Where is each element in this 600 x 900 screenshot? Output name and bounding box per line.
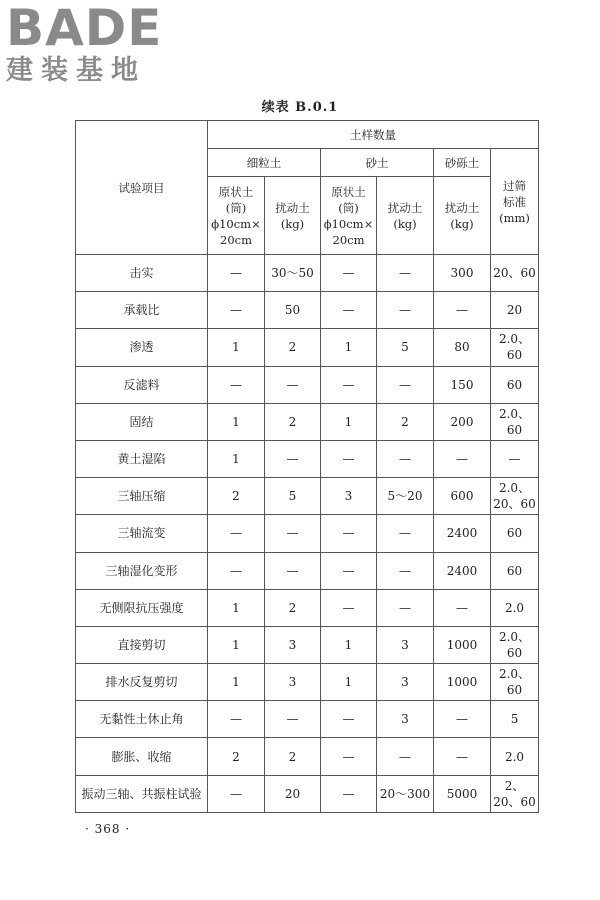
cell-value: 60 [491, 366, 539, 403]
test-item-name: 渗透 [76, 329, 208, 366]
cell-value: 20～300 [377, 775, 434, 812]
cell-value: 2 [265, 329, 321, 366]
cell-value: — [377, 255, 434, 292]
page-number: · 368 · [85, 822, 131, 836]
cell-value: — [208, 292, 265, 329]
cell-value: 300 [434, 255, 491, 292]
cell-value: 1 [208, 626, 265, 663]
cell-value: — [208, 552, 265, 589]
cell-value: 20、60 [491, 255, 539, 292]
header-line: 20cm [220, 232, 252, 247]
cell-value: 1 [208, 664, 265, 701]
cell-value: — [208, 255, 265, 292]
test-item-name: 直接剪切 [76, 626, 208, 663]
cell-value: — [208, 515, 265, 552]
cell-value: — [434, 292, 491, 329]
table-row [76, 255, 539, 292]
table-row [76, 515, 539, 552]
header-test-item: 试验项目 [76, 121, 208, 255]
table-row [76, 738, 539, 775]
table-body [76, 255, 539, 813]
header-line: 扰动土 [275, 200, 310, 215]
cell-value: 2.0 [491, 589, 539, 626]
header-line: (筒) [338, 200, 359, 215]
cell-value: — [321, 515, 377, 552]
cell-value: 1 [321, 626, 377, 663]
table-row [76, 626, 539, 663]
cell-value: 1 [208, 440, 265, 477]
header-gravel: 砂砾土 [434, 149, 491, 177]
test-item-name: 固结 [76, 403, 208, 440]
soil-sample-quantity-table [75, 120, 539, 813]
table-row [76, 403, 539, 440]
cell-value: — [265, 552, 321, 589]
cell-value: — [265, 440, 321, 477]
test-item-name: 膨胀、收缩 [76, 738, 208, 775]
test-item-name: 无黏性土休止角 [76, 701, 208, 738]
table-row [76, 329, 539, 366]
table-row [76, 775, 539, 812]
test-item-name: 承载比 [76, 292, 208, 329]
cell-value: — [321, 701, 377, 738]
header-line: 原状土 [331, 184, 366, 199]
cell-value: 60 [491, 515, 539, 552]
test-item-name: 三轴压缩 [76, 478, 208, 515]
table-row [76, 440, 539, 477]
cell-value: — [377, 738, 434, 775]
header-line: 20cm [332, 232, 365, 247]
cell-value: 2.0、60 [491, 329, 539, 366]
cell-value: 5～20 [377, 478, 434, 515]
cell-value: 5 [265, 478, 321, 515]
cell-value: 1000 [434, 626, 491, 663]
cell-value: — [321, 738, 377, 775]
cell-value: 2 [208, 738, 265, 775]
cell-value: — [265, 366, 321, 403]
cell-value: 3 [265, 626, 321, 663]
cell-value: 3 [321, 478, 377, 515]
header-line: 扰动土 [444, 200, 480, 215]
header-fine-soil: 细粒土 [208, 149, 321, 177]
cell-value: 1 [208, 589, 265, 626]
cell-value: — [265, 515, 321, 552]
test-item-name: 排水反复剪切 [76, 664, 208, 701]
table-row [76, 589, 539, 626]
cell-value: — [434, 589, 491, 626]
cell-value: 150 [434, 366, 491, 403]
cell-value: 1 [321, 329, 377, 366]
table-caption: 续表 B.0.1 [261, 100, 339, 115]
cell-value: 3 [377, 664, 434, 701]
cell-value: — [377, 515, 434, 552]
cell-value: 1 [208, 329, 265, 366]
header-gravel-disturbed [434, 177, 491, 255]
header-line: (kg) [450, 216, 474, 231]
cell-value: — [208, 775, 265, 812]
bade-logo [6, 2, 181, 86]
cell-value: — [265, 701, 321, 738]
cell-value: 2 [208, 478, 265, 515]
cell-value: 2400 [434, 515, 491, 552]
cell-value: — [208, 366, 265, 403]
cell-value: — [321, 775, 377, 812]
cell-value: 20 [491, 292, 539, 329]
cell-value: — [321, 552, 377, 589]
cell-value: 600 [434, 478, 491, 515]
cell-value: 2、20、60 [491, 775, 539, 812]
header-line: (kg) [393, 216, 417, 231]
header-sieve-unit: (mm) [499, 210, 530, 225]
logo-subtitle: 建装基地 [6, 55, 146, 86]
cell-value: 20 [265, 775, 321, 812]
cell-value: — [434, 701, 491, 738]
cell-value: 60 [491, 552, 539, 589]
header-fine-disturbed [265, 177, 321, 255]
cell-value: — [377, 292, 434, 329]
cell-value: 80 [434, 329, 491, 366]
header-sieve-line2: 标准 [503, 194, 527, 209]
cell-value: 3 [265, 664, 321, 701]
cell-value: — [321, 255, 377, 292]
header-line: (筒) [225, 200, 247, 215]
test-item-name: 黄土湿陷 [76, 440, 208, 477]
table-row [76, 292, 539, 329]
test-item-name: 击实 [76, 255, 208, 292]
table-row [76, 552, 539, 589]
table-row [76, 664, 539, 701]
table-row [76, 478, 539, 515]
cell-value: 30～50 [265, 255, 321, 292]
cell-value: 2.0、60 [491, 626, 539, 663]
cell-value: — [377, 589, 434, 626]
header-sieve-standard [491, 149, 539, 255]
cell-value: — [208, 701, 265, 738]
cell-value: 2 [265, 738, 321, 775]
cell-value: 50 [265, 292, 321, 329]
cell-value: 2.0、20、60 [491, 478, 539, 515]
cell-value: 2 [265, 403, 321, 440]
cell-value: — [434, 738, 491, 775]
cell-value: 2.0、60 [491, 664, 539, 701]
header-line: ϕ10cm× [211, 216, 261, 231]
header-line: (kg) [280, 216, 305, 231]
cell-value: 2 [377, 403, 434, 440]
table-row [76, 701, 539, 738]
cell-value: — [491, 440, 539, 477]
test-item-name: 三轴流变 [76, 515, 208, 552]
cell-value: 200 [434, 403, 491, 440]
test-item-name: 三轴湿化变形 [76, 552, 208, 589]
test-item-name: 无侧限抗压强度 [76, 589, 208, 626]
header-sand-undisturbed [321, 177, 377, 255]
header-sample-quantity: 土样数量 [208, 121, 539, 149]
cell-value: — [377, 440, 434, 477]
cell-value: 1 [321, 403, 377, 440]
header-line: 原状土 [218, 184, 254, 199]
cell-value: — [321, 366, 377, 403]
cell-value: — [321, 292, 377, 329]
header-fine-undisturbed [208, 177, 265, 255]
cell-value: — [377, 366, 434, 403]
cell-value: 2.0、60 [491, 403, 539, 440]
header-line: ϕ10cm× [323, 216, 374, 231]
cell-value: 5 [491, 701, 539, 738]
cell-value: — [434, 440, 491, 477]
cell-value: 1 [208, 403, 265, 440]
test-item-name: 振动三轴、共振柱试验 [76, 775, 208, 812]
test-item-name: 反滤料 [76, 366, 208, 403]
header-sand-disturbed [377, 177, 434, 255]
cell-value: 5000 [434, 775, 491, 812]
cell-value: 1000 [434, 664, 491, 701]
logo-wordmark: BADE [6, 0, 163, 57]
cell-value: — [321, 589, 377, 626]
cell-value: 1 [321, 664, 377, 701]
header-sand: 砂土 [321, 149, 434, 177]
cell-value: 5 [377, 329, 434, 366]
cell-value: — [321, 440, 377, 477]
header-line: 扰动土 [387, 200, 423, 215]
cell-value: 3 [377, 701, 434, 738]
cell-value: 2 [265, 589, 321, 626]
table-row [76, 366, 539, 403]
cell-value: 2400 [434, 552, 491, 589]
cell-value: 3 [377, 626, 434, 663]
cell-value: — [377, 552, 434, 589]
cell-value: 2.0 [491, 738, 539, 775]
header-sieve-line1: 过筛 [503, 178, 527, 193]
